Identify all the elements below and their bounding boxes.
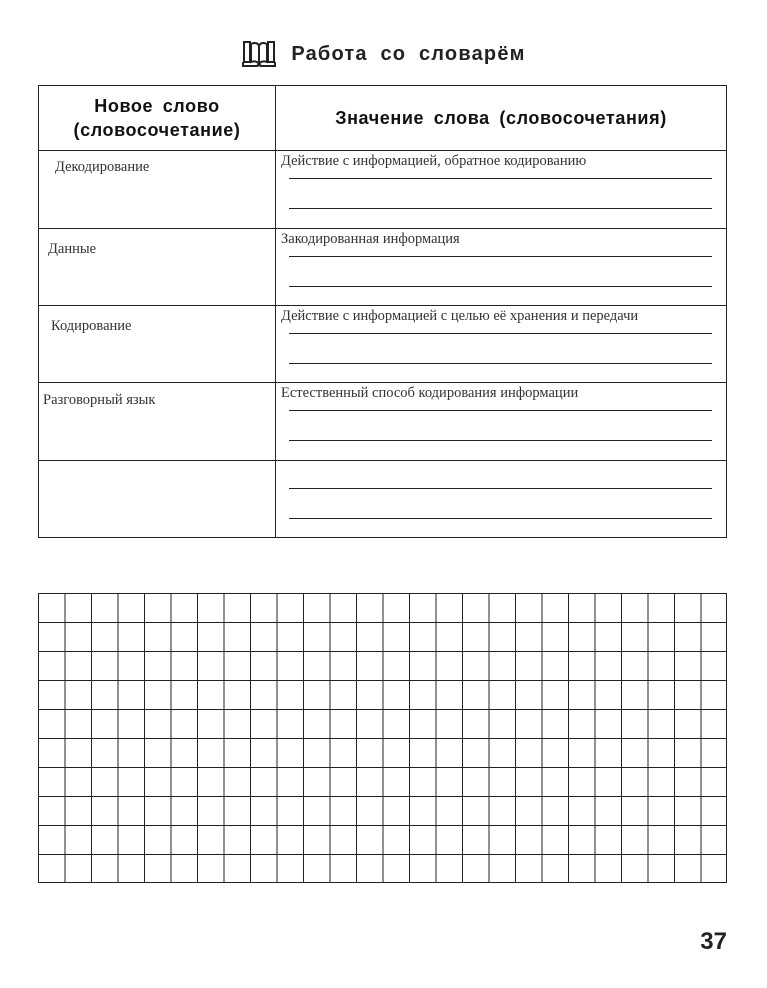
word-text: Данные bbox=[48, 240, 97, 257]
writing-line bbox=[289, 333, 712, 334]
word-text: Декодирование bbox=[55, 159, 150, 176]
meaning-cell[interactable] bbox=[276, 305, 727, 382]
page-number: 37 bbox=[700, 928, 727, 955]
writing-line bbox=[289, 178, 712, 179]
table-header-row bbox=[39, 86, 727, 151]
header-meaning: Значение слова (словосочетания) bbox=[276, 86, 727, 151]
writing-line bbox=[289, 208, 712, 209]
word-cell[interactable] bbox=[39, 305, 276, 382]
meaning-text: Естественный способ кодирования информации bbox=[281, 385, 579, 402]
table-row bbox=[39, 383, 727, 460]
table-row bbox=[39, 228, 727, 305]
table-row bbox=[39, 151, 727, 228]
meaning-cell[interactable] bbox=[276, 228, 727, 305]
section-title: Работа со словарём bbox=[291, 42, 526, 65]
meaning-cell[interactable] bbox=[276, 383, 727, 460]
meaning-text: Действие с информацией с целью её хранения и передачи bbox=[281, 307, 639, 324]
header-new-word: Новое слово (словосочетание) bbox=[39, 86, 276, 151]
section-heading bbox=[0, 34, 767, 74]
meaning-cell[interactable] bbox=[276, 151, 727, 228]
writing-line bbox=[289, 256, 712, 257]
writing-line bbox=[289, 410, 712, 411]
writing-line bbox=[289, 518, 712, 519]
word-cell[interactable] bbox=[39, 228, 276, 305]
writing-line bbox=[289, 440, 712, 441]
word-cell[interactable] bbox=[39, 151, 276, 228]
meaning-text: Действие с информацией, обратное кодированию bbox=[281, 153, 587, 170]
word-text: Разговорный язык bbox=[43, 392, 156, 409]
writing-line bbox=[289, 363, 712, 364]
meaning-text: Закодированная информация bbox=[281, 230, 460, 247]
writing-line bbox=[289, 286, 712, 287]
word-cell[interactable] bbox=[39, 460, 276, 537]
squared-writing-grid[interactable] bbox=[38, 593, 727, 883]
open-book-icon bbox=[241, 40, 277, 68]
word-cell[interactable] bbox=[39, 383, 276, 460]
table-row bbox=[39, 460, 727, 537]
table-row bbox=[39, 305, 727, 382]
vocabulary-table bbox=[38, 85, 727, 538]
word-text: Кодирование bbox=[51, 317, 132, 334]
meaning-cell[interactable] bbox=[276, 460, 727, 537]
writing-line bbox=[289, 488, 712, 489]
